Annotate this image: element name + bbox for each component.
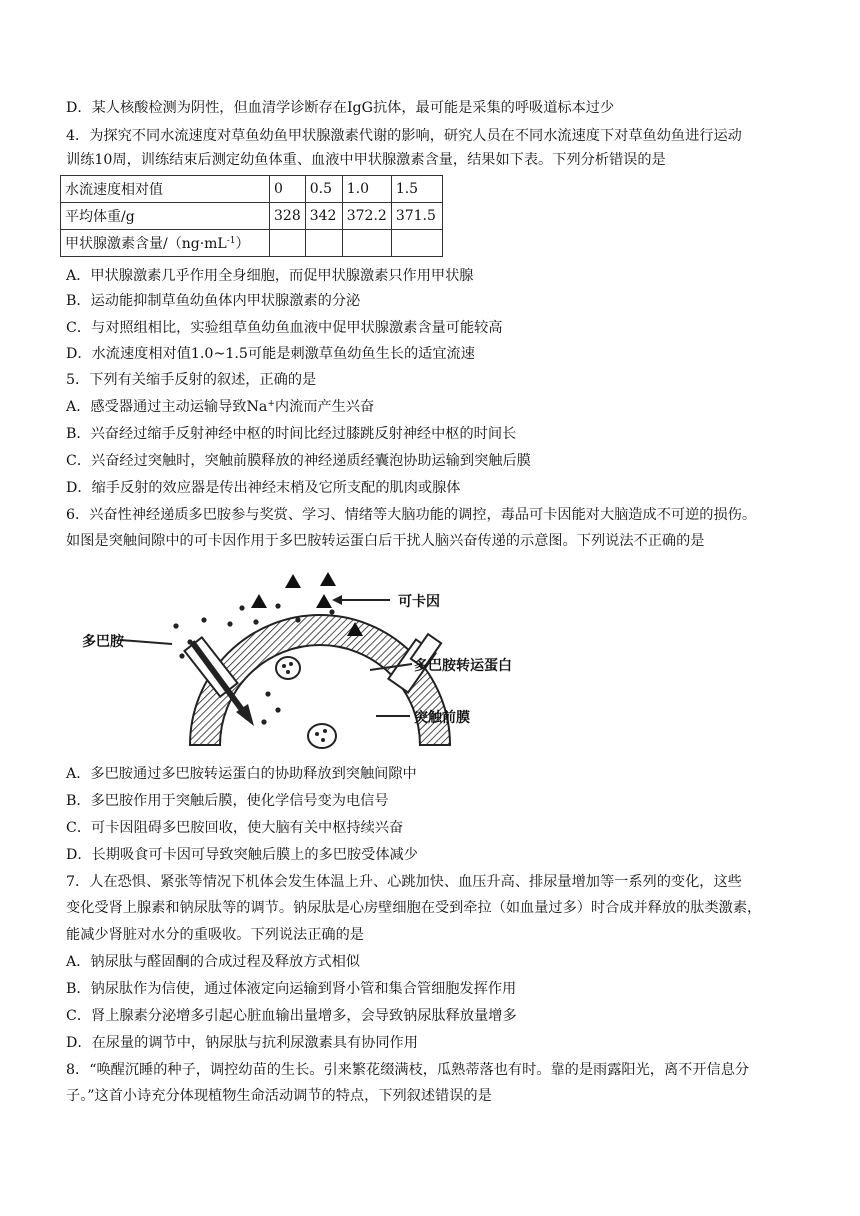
q5a-superscript: + [267, 399, 275, 409]
q8-stem-line-2: 子。”这首小诗充分体现植物生命活动调节的特点，下列叙述错误的是 [66, 1088, 492, 1104]
label-dopamine: 多巴胺 [82, 634, 124, 650]
table-row [61, 230, 443, 257]
table-row-label: 平均体重/g [61, 203, 270, 230]
q4-option-b: B．运动能抑制草鱼幼鱼体内甲状腺激素的分泌 [66, 293, 361, 309]
table-cell: 1.0 [342, 176, 391, 203]
q6-option-b: B．多巴胺作用于突触后膜，使化学信号变为电信号 [66, 793, 389, 809]
table-cell: 342 [305, 203, 342, 230]
vesicle-icon [308, 724, 336, 748]
table-cell: 1.5 [391, 176, 442, 203]
table-cell: 372.2 [342, 203, 391, 230]
table-cell [342, 230, 391, 257]
q5-stem: 5．下列有关缩手反射的叙述，正确的是 [66, 372, 317, 388]
table-cell: 328 [270, 203, 306, 230]
q7-option-c: C．肾上腺素分泌增多引起心脏血输出量增多，会导致钠尿肽释放量增多 [66, 1008, 517, 1024]
q4-stem-line-2: 训练10周，训练结束后测定幼鱼体重、血液中甲状腺激素含量，结果如下表。下列分析错误的是 [66, 152, 666, 168]
q4-option-a: A．甲状腺激素几乎作用全身细胞，而促甲状腺激素只作用甲状腺 [66, 268, 474, 284]
q5-option-d: D．缩手反射的效应器是传出神经末梢及它所支配的肌肉或腺体 [66, 480, 461, 496]
q6-option-d: D．长期吸食可卡因可导致突触后膜上的多巴胺受体减少 [66, 847, 418, 863]
table-row [61, 203, 443, 230]
q8-stem-line-1: 8．“唤醒沉睡的种子，调控幼苗的生长。引来繁花缀满枝，瓜熟蒂落也有时。靠的是雨露阳光，离不开信息分 [66, 1062, 750, 1078]
table-cell: 371.5 [391, 203, 442, 230]
table-row-label [61, 230, 270, 257]
dopamine-leader [120, 640, 172, 644]
q6-stem-line-2: 如图是突触间隙中的可卡因作用于多巴胺转运蛋白后干扰人脑兴奋传递的示意图。下列说法不正确的是 [66, 533, 705, 549]
q7-option-d: D．在尿量的调节中，钠尿肽与抗利尿激素具有协同作用 [66, 1035, 418, 1051]
q5-option-b: B．兴奋经过缩手反射神经中枢的时间比经过膝跳反射神经中枢的时间长 [66, 426, 517, 442]
table-row-label: 水流速度相对值 [61, 176, 270, 203]
row-label-text: 甲状腺激素含量/（ng·mL [65, 236, 227, 252]
q5a-text-end: 内流而产生兴奋 [274, 399, 375, 415]
table-cell: 0.5 [305, 176, 342, 203]
q7-stem-line-2: 变化受肾上腺素和钠尿肽等的调节。钠尿肽是心房壁细胞在受到牵拉（如血量过多）时合成并释放的肽类激素， [66, 900, 762, 916]
q5-option-c: C．兴奋经过突触时，突触前膜释放的神经递质经囊泡协助运输到突触后膜 [66, 453, 531, 469]
synapse-figure [80, 560, 560, 750]
q5-option-a [66, 397, 374, 417]
table-row [61, 176, 443, 203]
q4-option-c: C．与对照组相比，实验组草鱼幼鱼血液中促甲状腺激素含量可能较高 [66, 320, 503, 336]
q4-option-d: D．水流速度相对值1.0~1.5可能是刺激草鱼幼鱼生长的适宜流速 [66, 346, 475, 362]
q4-stem-line-1: 4．为探究不同水流速度对草鱼幼鱼甲状腺激素代谢的影响，研究人员在不同水流速度下对草鱼幼鱼进行运动 [66, 128, 742, 144]
table-cell [391, 230, 442, 257]
q7-stem-line-1: 7．人在恐惧、紧张等情况下机体会发生体温上升、心跳加快、血压升高、排尿量增加等一系列的变化，这些 [66, 874, 742, 890]
label-transporter: 多巴胺转运蛋白 [414, 658, 512, 674]
q3-option-d: D．某人核酸检测为阴性，但血清学诊断存在IgG抗体，最可能是采集的呼吸道标本过少 [66, 100, 615, 116]
q4-data-table [60, 175, 443, 257]
q6-option-a: A．多巴胺通过多巴胺转运蛋白的协助释放到突触间隙中 [66, 766, 417, 782]
q7-stem-line-3: 能减少肾脏对水分的重吸收。下列说法正确的是 [66, 927, 364, 943]
label-membrane: 突触前膜 [414, 710, 470, 726]
cocaine-arrowhead [332, 595, 342, 605]
q6-stem-line-1: 6．兴奋性神经递质多巴胺参与奖赏、学习、情绪等大脑功能的调控，毒品可卡因能对大脑造成不可逆的损伤。 [66, 507, 757, 523]
q6-option-c: C．可卡因阻碍多巴胺回收，使大脑有关中枢持续兴奋 [66, 820, 404, 836]
table-cell: 0 [270, 176, 306, 203]
table-cell [270, 230, 306, 257]
label-cocaine: 可卡因 [398, 594, 440, 610]
q7-option-b: B．钠尿肽作为信使，通过体液定向运输到肾小管和集合管细胞发挥作用 [66, 981, 517, 997]
q5a-text: A．感受器通过主动运输导致Na [66, 399, 268, 415]
synapse-diagram [80, 560, 560, 750]
vesicle-icon [276, 657, 300, 679]
q7-option-a: A．钠尿肽与醛固酮的合成过程及释放方式相似 [66, 954, 360, 970]
table-cell [305, 230, 342, 257]
row-label-superscript: -1 [226, 236, 236, 246]
row-label-closing: ） [235, 236, 250, 252]
